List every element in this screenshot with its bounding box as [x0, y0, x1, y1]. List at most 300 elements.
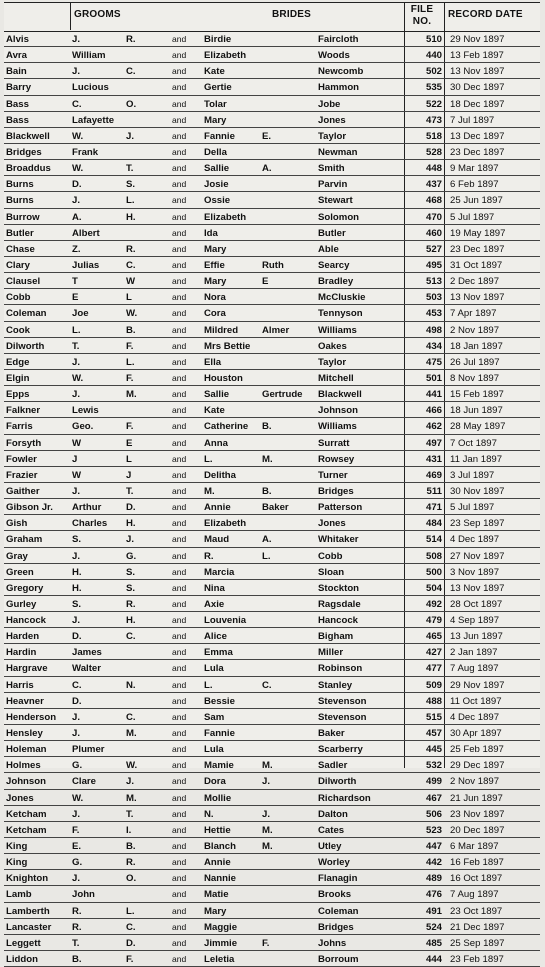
groom-surname: Leggett — [6, 937, 41, 949]
record-date: 23 Oct 1897 — [450, 905, 503, 917]
groom-first: W — [72, 437, 82, 449]
record-date: 31 Oct 1897 — [450, 259, 503, 271]
and-label: and — [172, 405, 187, 416]
bride-surname: Stewart — [318, 195, 353, 207]
groom-first: Frank — [72, 146, 99, 158]
groom-first: A. — [72, 211, 82, 223]
bride-surname: Baker — [318, 728, 345, 740]
groom-middle: L — [126, 453, 132, 465]
bride-first: Houston — [204, 372, 243, 384]
and-label: and — [172, 227, 187, 238]
table-row — [4, 305, 540, 321]
file-number: 518 — [425, 130, 442, 142]
bride-middle: F. — [262, 937, 270, 949]
bride-surname: Tennyson — [318, 308, 363, 320]
record-date: 4 Sep 1897 — [450, 615, 500, 627]
file-number: 506 — [425, 808, 442, 820]
bride-surname: Solomon — [318, 211, 360, 223]
record-date: 2 Nov 1897 — [450, 776, 500, 788]
file-number: 462 — [425, 421, 442, 433]
bride-first: Mamie — [204, 760, 234, 772]
groom-middle: F. — [126, 372, 134, 384]
table-row — [4, 257, 540, 273]
groom-middle: R. — [126, 34, 136, 45]
groom-middle: N. — [126, 679, 136, 691]
bride-surname: Able — [318, 243, 339, 255]
groom-surname: Bridges — [6, 146, 42, 158]
groom-first: W. — [72, 372, 84, 384]
file-number: 528 — [425, 146, 442, 158]
and-label: and — [172, 340, 187, 351]
groom-first: J. — [72, 389, 81, 401]
record-date: 28 Oct 1897 — [450, 598, 503, 610]
bride-first: Birdie — [204, 34, 232, 45]
groom-middle: D. — [126, 937, 136, 949]
groom-first: J. — [72, 485, 81, 497]
header-divider — [70, 2, 71, 30]
bride-surname: Cates — [318, 824, 345, 836]
and-label: and — [172, 179, 187, 190]
groom-middle: F. — [126, 340, 134, 352]
record-date: 13 Nov 1897 — [450, 582, 505, 594]
groom-first: S. — [72, 598, 82, 610]
file-number: 470 — [425, 211, 442, 223]
bride-middle: B. — [262, 421, 272, 433]
groom-surname: Graham — [6, 534, 43, 546]
file-number: 511 — [426, 485, 442, 497]
bride-surname: Flanagin — [318, 873, 358, 885]
bride-first: Mary — [204, 243, 227, 255]
groom-middle: W. — [126, 308, 138, 320]
record-date: 11 Jan 1897 — [450, 453, 503, 465]
file-number: 476 — [425, 889, 442, 901]
and-label: and — [172, 534, 187, 545]
groom-first: L. — [72, 324, 81, 336]
and-label: and — [172, 82, 187, 93]
table-row — [4, 96, 540, 112]
groom-first: John — [72, 889, 95, 901]
record-date: 5 Jul 1897 — [450, 502, 495, 514]
bride-middle: E — [262, 276, 269, 288]
and-label: and — [172, 356, 187, 367]
groom-middle: S. — [126, 566, 136, 578]
groom-surname: Elgin — [6, 372, 30, 384]
and-label: and — [172, 437, 187, 448]
bride-first: Elizabeth — [204, 518, 247, 530]
and-label: and — [172, 146, 187, 157]
and-label: and — [172, 663, 187, 674]
file-no-header: FILE NO. — [410, 4, 434, 27]
groom-surname: Burns — [6, 195, 34, 207]
groom-middle: D. — [126, 502, 136, 514]
groom-first: Walter — [72, 663, 101, 675]
file-number: 479 — [425, 615, 442, 627]
bride-surname: Bigham — [318, 631, 354, 643]
bride-surname: Mitchell — [318, 372, 354, 384]
and-label: and — [172, 130, 187, 141]
record-date: 13 Nov 1897 — [450, 66, 505, 78]
groom-surname: Lamb — [6, 889, 32, 901]
groom-first: S. — [72, 534, 82, 546]
table-row — [4, 370, 540, 386]
file-number: 453 — [425, 308, 442, 320]
groom-first: J. — [72, 711, 81, 723]
bride-first: Mary — [204, 276, 227, 288]
record-date: 20 Dec 1897 — [450, 824, 505, 836]
record-date: 5 Jul 1897 — [450, 211, 495, 223]
and-label: and — [172, 372, 187, 383]
groom-first: J. — [72, 873, 81, 885]
groom-middle: M. — [126, 728, 137, 740]
bride-surname: Bridges — [318, 921, 354, 933]
groom-surname: Gish — [6, 518, 28, 530]
and-label: and — [172, 808, 187, 819]
groom-first: Charles — [72, 518, 108, 530]
bride-middle: M. — [262, 824, 273, 836]
bride-surname: Worley — [318, 857, 350, 869]
record-date: 21 Jun 1897 — [450, 792, 503, 804]
bride-first: Matie — [204, 889, 229, 901]
record-date: 29 Nov 1897 — [450, 679, 505, 691]
bride-surname: Coleman — [318, 905, 359, 917]
bride-surname: Bridges — [318, 485, 354, 497]
groom-surname: Chase — [6, 243, 35, 255]
table-row — [4, 709, 540, 725]
bride-surname: Blackwell — [318, 389, 362, 401]
groom-surname: Broaddus — [6, 163, 51, 175]
record-date: 26 Jul 1897 — [450, 356, 500, 368]
record-date: 7 Aug 1897 — [450, 889, 499, 901]
groom-surname: Bass — [6, 114, 29, 126]
groom-surname: Alvis — [6, 34, 29, 45]
file-number: 503 — [425, 292, 442, 304]
groom-first: J. — [72, 195, 81, 207]
bride-surname: Bradley — [318, 276, 354, 288]
groom-surname: Falkner — [6, 405, 41, 417]
groom-middle: T. — [126, 485, 134, 497]
table-row — [4, 338, 540, 354]
groom-surname: Cook — [6, 324, 30, 336]
record-date: 3 Jul 1897 — [450, 469, 495, 481]
table-row — [4, 483, 540, 499]
bride-surname: Oakes — [318, 340, 347, 352]
groom-surname: Ketcham — [6, 808, 47, 820]
groom-surname: Blackwell — [6, 130, 50, 142]
bride-surname: Johns — [318, 937, 347, 949]
groom-surname: Lancaster — [6, 921, 52, 933]
record-date: 16 Oct 1897 — [450, 873, 503, 885]
groom-middle: H. — [126, 211, 136, 223]
file-number: 440 — [425, 50, 442, 62]
groom-middle: M. — [126, 792, 137, 804]
bride-first: Ella — [204, 356, 222, 368]
table-row — [4, 644, 540, 660]
table-row — [4, 596, 540, 612]
bride-middle: J. — [262, 776, 271, 788]
groom-first: Joe — [72, 308, 89, 320]
groom-surname: Johnson — [6, 776, 46, 788]
bride-surname: Sadler — [318, 760, 348, 772]
groom-middle: B. — [126, 841, 136, 853]
bride-surname: Jobe — [318, 98, 341, 110]
groom-first: T. — [72, 937, 80, 949]
record-date: 4 Dec 1897 — [450, 534, 500, 546]
bride-middle: C. — [262, 679, 272, 691]
file-number: 468 — [425, 195, 442, 207]
bride-middle: J. — [262, 808, 271, 820]
bride-surname: Butler — [318, 227, 346, 239]
bride-middle: Ruth — [262, 259, 284, 271]
and-label: and — [172, 211, 187, 222]
record-date: 7 Aug 1897 — [450, 663, 499, 675]
bride-surname: Woods — [318, 50, 350, 62]
groom-first: G. — [72, 760, 83, 772]
bride-surname: Borroum — [318, 954, 359, 966]
bride-first: Della — [204, 146, 227, 158]
bride-first: Nannie — [204, 873, 236, 885]
record-date: 19 May 1897 — [450, 227, 506, 239]
and-label: and — [172, 937, 187, 948]
file-number: 465 — [425, 631, 442, 643]
bride-first: Kate — [204, 66, 225, 78]
bride-surname: Miller — [318, 647, 344, 659]
record-date: 23 Sep 1897 — [450, 518, 505, 530]
table-row — [4, 322, 540, 338]
groom-first: T. — [72, 340, 80, 352]
groom-surname: Jones — [6, 792, 34, 804]
and-label: and — [172, 469, 187, 480]
record-date: 16 Feb 1897 — [450, 857, 504, 869]
bride-surname: Utley — [318, 841, 342, 853]
groom-first: Geo. — [72, 421, 94, 433]
bride-middle: M. — [262, 841, 273, 853]
groom-first: J. — [72, 34, 81, 45]
groom-surname: Epps — [6, 389, 30, 401]
file-number: 447 — [425, 841, 442, 853]
bride-first: Mrs Bettie — [204, 340, 251, 352]
bride-first: Nora — [204, 292, 226, 304]
and-label: and — [172, 34, 187, 44]
groom-surname: Gurley — [6, 598, 37, 610]
file-number: 485 — [425, 937, 442, 949]
and-label: and — [172, 50, 187, 61]
groom-first: Albert — [72, 227, 100, 239]
bride-surname: Dilworth — [318, 776, 357, 788]
table-row — [4, 225, 540, 241]
bride-surname: Newman — [318, 146, 358, 158]
groom-surname: Holmes — [6, 760, 41, 772]
groom-middle: H. — [126, 615, 136, 627]
groom-middle: O. — [126, 873, 137, 885]
bride-middle: B. — [262, 485, 272, 497]
bride-first: Sallie — [204, 163, 230, 175]
bride-first: Cora — [204, 308, 226, 320]
file-number: 444 — [425, 954, 442, 966]
groom-surname: Hancock — [6, 615, 46, 627]
record-date: 8 Nov 1897 — [450, 372, 500, 384]
bride-first: N. — [204, 808, 214, 820]
file-number: 510 — [425, 34, 442, 45]
file-number: 441 — [425, 389, 442, 401]
groom-middle: L. — [126, 195, 135, 207]
bride-middle: A. — [262, 534, 272, 546]
table-row — [4, 128, 540, 144]
groom-surname: Bass — [6, 98, 29, 110]
record-date: 29 Nov 1897 — [450, 34, 505, 45]
file-number: 466 — [425, 405, 442, 417]
groom-middle: J. — [126, 130, 135, 142]
bride-surname: Ragsdale — [318, 598, 361, 610]
groom-first: H. — [72, 582, 82, 594]
file-number: 431 — [425, 453, 442, 465]
groom-surname: Barry — [6, 82, 32, 94]
and-label: and — [172, 744, 187, 755]
file-number: 427 — [425, 647, 442, 659]
bride-first: Catherine — [204, 421, 249, 433]
groom-surname: Butler — [6, 227, 34, 239]
groom-middle: L — [126, 292, 132, 304]
groom-middle: H. — [126, 518, 136, 530]
and-label: and — [172, 518, 187, 529]
file-number: 500 — [425, 566, 442, 578]
record-date: 28 May 1897 — [450, 421, 506, 433]
groom-surname: Bain — [6, 66, 27, 78]
file-number: 434 — [425, 340, 442, 352]
table-row — [4, 176, 540, 192]
record-date: 7 Jul 1897 — [450, 114, 495, 126]
bride-surname: Williams — [318, 324, 357, 336]
file-number: 484 — [425, 518, 442, 530]
bride-middle: L. — [262, 550, 271, 562]
bride-middle: Almer — [262, 324, 290, 336]
bride-first: Hettie — [204, 824, 231, 836]
groom-first: J — [72, 453, 78, 465]
groom-middle: I. — [126, 824, 132, 836]
groom-middle: J. — [126, 534, 135, 546]
and-label: and — [172, 857, 187, 868]
groom-first: Lewis — [72, 405, 99, 417]
record-date: 11 Oct 1897 — [450, 695, 502, 707]
record-date: 23 Dec 1897 — [450, 146, 505, 158]
marriage-records-table — [4, 31, 540, 967]
groom-surname: Holeman — [6, 744, 47, 756]
bride-surname: Hancock — [318, 615, 358, 627]
record-date: 13 Nov 1897 — [450, 292, 505, 304]
groom-middle: R. — [126, 857, 136, 869]
groom-first: B. — [72, 954, 82, 966]
groom-first: J. — [72, 728, 81, 740]
bride-first: Marcia — [204, 566, 235, 578]
bride-surname: Searcy — [318, 259, 350, 271]
record-date: 23 Dec 1897 — [450, 243, 505, 255]
and-label: and — [172, 792, 187, 803]
bride-middle: E. — [262, 130, 272, 142]
groom-surname: Clary — [6, 259, 30, 271]
bride-first: R. — [204, 550, 214, 562]
bride-first: Leletia — [204, 954, 235, 966]
table-row — [4, 564, 540, 580]
bride-surname: Stockton — [318, 582, 360, 594]
and-label: and — [172, 195, 187, 206]
bride-surname: Turner — [318, 469, 348, 481]
and-label: and — [172, 276, 187, 287]
record-date: 23 Nov 1897 — [450, 808, 505, 820]
groom-first: Clare — [72, 776, 96, 788]
table-row — [4, 886, 540, 902]
groom-first: C. — [72, 679, 82, 691]
record-date: 29 Dec 1897 — [450, 760, 505, 772]
bride-first: Gertie — [204, 82, 232, 94]
file-number: 523 — [425, 824, 442, 836]
groom-surname: Farris — [6, 421, 33, 433]
bride-surname: Williams — [318, 421, 357, 433]
and-label: and — [172, 824, 187, 835]
record-date: 18 Jun 1897 — [450, 405, 503, 417]
bride-first: Louvenia — [204, 615, 247, 627]
groom-surname: Harris — [6, 679, 34, 691]
bride-surname: Johnson — [318, 405, 358, 417]
bride-surname: Stanley — [318, 679, 353, 691]
table-row — [4, 660, 540, 676]
groom-middle: S. — [126, 582, 136, 594]
file-number: 513 — [425, 276, 442, 288]
groom-surname: Gibson Jr. — [6, 502, 53, 514]
bride-surname: Sloan — [318, 566, 345, 578]
record-date: 25 Sep 1897 — [450, 937, 505, 949]
record-date: 30 Dec 1897 — [450, 82, 505, 94]
file-number: 473 — [425, 114, 442, 126]
and-label: and — [172, 631, 187, 642]
table-header — [4, 2, 540, 32]
file-number: 522 — [425, 98, 442, 110]
bride-first: Mildred — [204, 324, 239, 336]
groom-surname: Forsyth — [6, 437, 42, 449]
groom-surname: Clausel — [6, 276, 41, 288]
bride-surname: Surratt — [318, 437, 350, 449]
record-date: 4 Dec 1897 — [450, 711, 500, 723]
bride-middle: Gertrude — [262, 389, 303, 401]
and-label: and — [172, 114, 187, 125]
table-row — [4, 515, 540, 531]
groom-surname: Knighton — [6, 873, 49, 885]
groom-middle: B. — [126, 324, 136, 336]
bride-first: Anna — [204, 437, 228, 449]
groom-middle: L. — [126, 356, 135, 368]
groom-first: W. — [72, 163, 84, 175]
and-label: and — [172, 308, 187, 319]
groom-middle: R. — [126, 243, 136, 255]
grooms-header: GROOMS — [74, 9, 121, 20]
bride-first: Sallie — [204, 389, 230, 401]
file-number: 504 — [425, 582, 442, 594]
record-date: 7 Oct 1897 — [450, 437, 497, 449]
groom-first: J. — [72, 550, 81, 562]
table-row — [4, 192, 540, 208]
and-label: and — [172, 711, 187, 722]
file-number: 514 — [425, 534, 442, 546]
file-number: 498 — [425, 324, 442, 336]
table-row — [4, 531, 540, 547]
record-date: 25 Jun 1897 — [450, 195, 503, 207]
table-row — [4, 209, 540, 225]
table-row — [4, 580, 540, 596]
table-row — [4, 870, 540, 886]
groom-first: Plumer — [72, 744, 105, 756]
groom-first: D. — [72, 631, 82, 643]
and-label: and — [172, 98, 187, 109]
table-row — [4, 806, 540, 822]
groom-first: J. — [72, 808, 81, 820]
